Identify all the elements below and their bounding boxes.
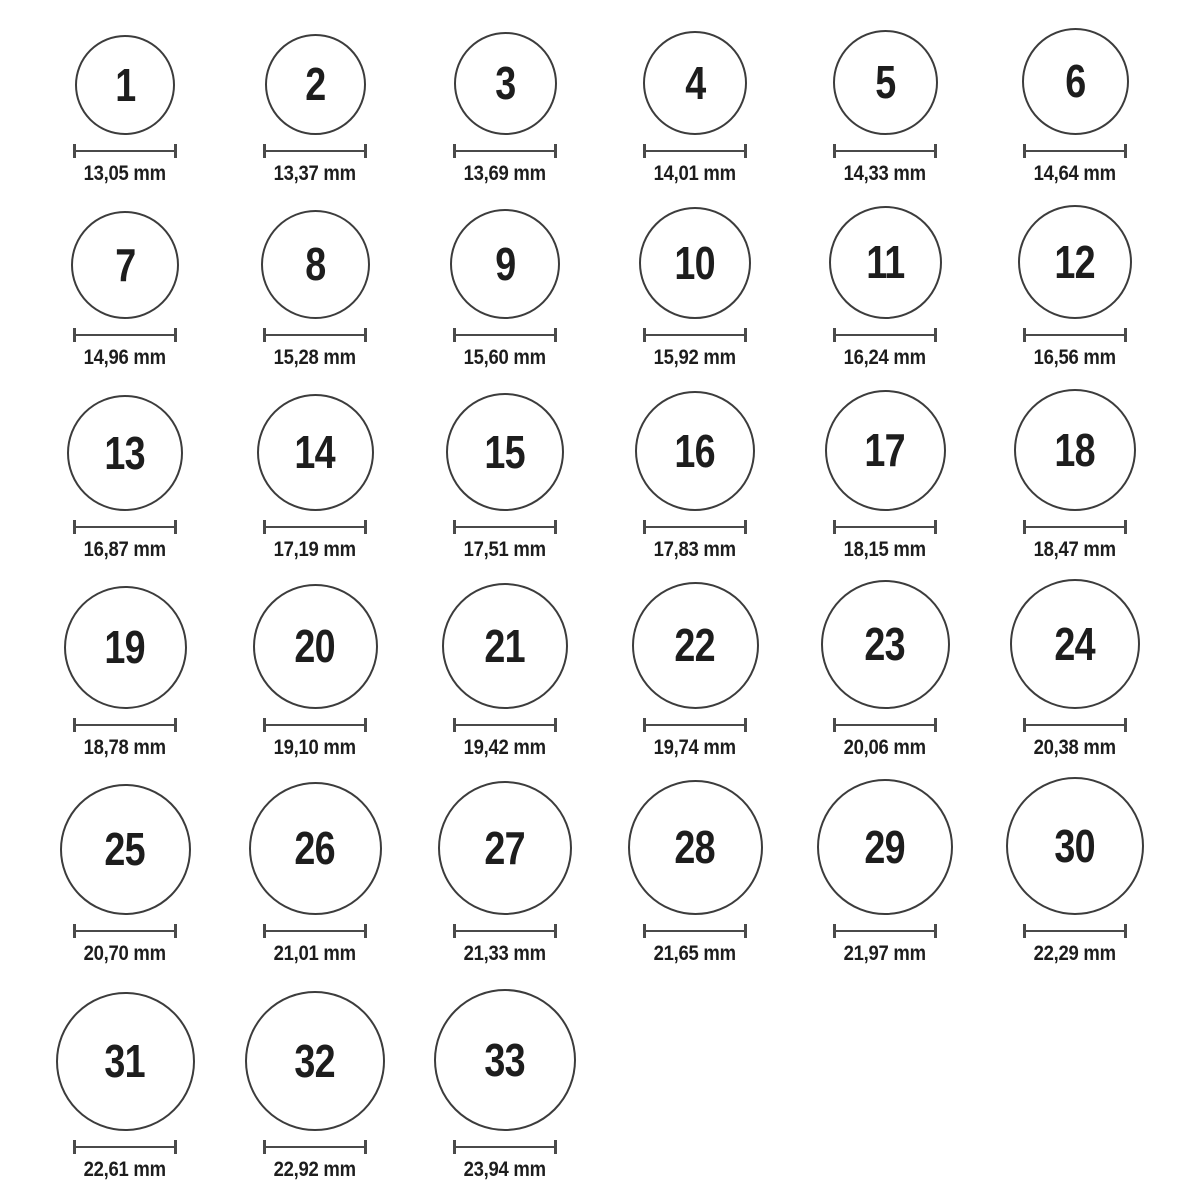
diameter-measure-line [643, 144, 747, 158]
diameter-measure-line [73, 718, 177, 732]
ring-diameter-label: 14,01 mm [653, 161, 737, 185]
ring-circle [829, 206, 942, 319]
ring-circle [1010, 579, 1140, 709]
ring-size-number: 28 [674, 821, 716, 874]
diameter-measure-line [263, 924, 367, 938]
ring-diameter-label: 17,51 mm [463, 537, 547, 561]
ring-diameter-label: 19,74 mm [653, 735, 737, 759]
ring-size-number: 19 [104, 621, 146, 674]
ring-size-number: 27 [484, 821, 526, 874]
ring-size-number: 26 [294, 822, 336, 875]
ring-diameter-label: 15,92 mm [653, 345, 737, 369]
ring-diameter-label: 13,05 mm [83, 161, 167, 185]
diameter-measure-line [453, 924, 557, 938]
ring-item [30, 376, 220, 568]
ring-row [30, 568, 1170, 766]
diameter-measure-line [833, 144, 937, 158]
ring-size-number: 29 [864, 820, 906, 873]
ring-item [600, 10, 790, 192]
diameter-measure-line [263, 520, 367, 534]
diameter-measure-line [643, 520, 747, 534]
ring-item [220, 10, 410, 192]
ring-diameter-label: 13,37 mm [273, 161, 357, 185]
ring-item [790, 568, 980, 766]
ring-diameter-label: 15,28 mm [273, 345, 357, 369]
ring-size-number: 31 [104, 1035, 146, 1088]
ring-circle [67, 395, 183, 511]
diameter-measure-line [73, 924, 177, 938]
diameter-measure-line [73, 520, 177, 534]
diameter-measure-line [643, 718, 747, 732]
ring-row [30, 376, 1170, 568]
ring-item [980, 376, 1170, 568]
diameter-measure-line [1023, 328, 1127, 342]
ring-size-number: 7 [114, 238, 136, 291]
ring-size-number: 11 [865, 236, 905, 289]
ring-size-number: 17 [864, 424, 906, 477]
ring-circle [628, 780, 763, 915]
ring-row [30, 10, 1170, 192]
ring-circle [643, 31, 747, 135]
ring-item [790, 10, 980, 192]
ring-diameter-label: 14,96 mm [83, 345, 167, 369]
ring-circle [257, 394, 374, 511]
ring-size-number: 14 [294, 426, 336, 479]
ring-circle [825, 390, 946, 511]
ring-diameter-label: 16,24 mm [843, 345, 927, 369]
ring-row [30, 766, 1170, 972]
ring-diameter-label: 20,06 mm [843, 735, 927, 759]
ring-size-number: 20 [294, 620, 336, 673]
ring-item [220, 568, 410, 766]
diameter-measure-line [73, 328, 177, 342]
diameter-measure-line [643, 924, 747, 938]
diameter-measure-line [1023, 520, 1127, 534]
ring-item [220, 766, 410, 972]
ring-item [410, 766, 600, 972]
ring-size-number: 2 [304, 58, 326, 111]
ring-diameter-label: 18,78 mm [83, 735, 167, 759]
ring-item [220, 972, 410, 1188]
diameter-measure-line [73, 144, 177, 158]
diameter-measure-line [1023, 718, 1127, 732]
ring-circle [249, 782, 382, 915]
ring-size-number: 6 [1064, 55, 1086, 108]
ring-circle [71, 211, 179, 319]
ring-circle [817, 779, 953, 915]
ring-item [600, 568, 790, 766]
ring-item [980, 10, 1170, 192]
ring-circle [833, 30, 938, 135]
diameter-measure-line [263, 144, 367, 158]
ring-size-number: 10 [674, 236, 716, 289]
ring-circle [639, 207, 751, 319]
ring-item [30, 10, 220, 192]
ring-item [600, 766, 790, 972]
ring-circle [265, 34, 366, 135]
ring-diameter-label: 21,33 mm [463, 941, 547, 965]
ring-item [790, 376, 980, 568]
ring-diameter-label: 17,19 mm [273, 537, 357, 561]
ring-circle [450, 209, 560, 319]
ring-item [790, 192, 980, 376]
diameter-measure-line [833, 520, 937, 534]
ring-diameter-label: 20,70 mm [83, 941, 167, 965]
ring-diameter-label: 22,92 mm [273, 1157, 357, 1181]
diameter-measure-line [73, 1140, 177, 1154]
diameter-measure-line [263, 328, 367, 342]
ring-item [410, 972, 600, 1188]
ring-size-number: 13 [104, 426, 146, 479]
ring-diameter-label: 23,94 mm [463, 1157, 547, 1181]
diameter-measure-line [453, 328, 557, 342]
ring-circle [1014, 389, 1136, 511]
ring-circle [442, 583, 568, 709]
ring-size-number: 25 [104, 823, 146, 876]
ring-circle [438, 781, 572, 915]
ring-size-number: 21 [484, 619, 526, 672]
ring-item [30, 192, 220, 376]
ring-diameter-label: 17,83 mm [653, 537, 737, 561]
ring-size-number: 3 [494, 57, 516, 110]
diameter-measure-line [263, 718, 367, 732]
ring-circle [454, 32, 557, 135]
ring-item [410, 10, 600, 192]
diameter-measure-line [643, 328, 747, 342]
ring-row [30, 192, 1170, 376]
diameter-measure-line [1023, 144, 1127, 158]
ring-size-number: 18 [1054, 423, 1096, 476]
diameter-measure-line [453, 718, 557, 732]
ring-circle [632, 582, 759, 709]
ring-diameter-label: 14,64 mm [1033, 161, 1117, 185]
ring-circle [253, 584, 378, 709]
ring-diameter-label: 14,33 mm [843, 161, 927, 185]
ring-item [410, 192, 600, 376]
ring-row [30, 972, 1170, 1188]
ring-size-number: 16 [674, 424, 716, 477]
ring-size-number: 1 [114, 58, 136, 111]
ring-diameter-label: 13,69 mm [463, 161, 547, 185]
ring-size-number: 15 [484, 425, 526, 478]
ring-circle [434, 989, 576, 1131]
diameter-measure-line [453, 144, 557, 158]
ring-size-number: 24 [1054, 617, 1096, 670]
ring-diameter-label: 18,15 mm [843, 537, 927, 561]
ring-diameter-label: 21,65 mm [653, 941, 737, 965]
ring-size-number: 4 [684, 56, 706, 109]
ring-item [600, 192, 790, 376]
ring-size-number: 8 [304, 238, 326, 291]
diameter-measure-line [833, 718, 937, 732]
ring-item [410, 568, 600, 766]
ring-item [980, 766, 1170, 972]
ring-diameter-label: 19,10 mm [273, 735, 357, 759]
ring-circle [64, 586, 187, 709]
ring-size-number: 22 [674, 619, 716, 672]
ring-item [600, 376, 790, 568]
ring-circle [1018, 205, 1132, 319]
ring-diameter-label: 21,97 mm [843, 941, 927, 965]
diameter-measure-line [833, 328, 937, 342]
ring-diameter-label: 22,61 mm [83, 1157, 167, 1181]
ring-circle [75, 35, 175, 135]
diameter-measure-line [833, 924, 937, 938]
ring-item [30, 766, 220, 972]
ring-size-number: 32 [294, 1034, 336, 1087]
ring-circle [60, 784, 191, 915]
ring-item [410, 376, 600, 568]
ring-circle [261, 210, 370, 319]
ring-circle [446, 393, 564, 511]
ring-size-number: 9 [494, 237, 516, 290]
ring-item [220, 376, 410, 568]
ring-diameter-label: 19,42 mm [463, 735, 547, 759]
ring-circle [245, 991, 385, 1131]
ring-circle [56, 992, 195, 1131]
ring-size-number: 23 [864, 618, 906, 671]
diameter-measure-line [1023, 924, 1127, 938]
diameter-measure-line [453, 520, 557, 534]
ring-diameter-label: 21,01 mm [273, 941, 357, 965]
ring-diameter-label: 15,60 mm [463, 345, 547, 369]
ring-item [30, 972, 220, 1188]
ring-item [980, 568, 1170, 766]
ring-size-number: 12 [1054, 235, 1096, 288]
ring-circle [1006, 777, 1144, 915]
ring-circle [635, 391, 755, 511]
ring-item [30, 568, 220, 766]
ring-size-number: 33 [484, 1033, 526, 1086]
ring-diameter-label: 16,56 mm [1033, 345, 1117, 369]
diameter-measure-line [453, 1140, 557, 1154]
ring-item [790, 766, 980, 972]
ring-item [980, 192, 1170, 376]
ring-diameter-label: 20,38 mm [1033, 735, 1117, 759]
ring-circle [821, 580, 950, 709]
ring-diameter-label: 18,47 mm [1033, 537, 1117, 561]
ring-circle [1022, 28, 1129, 135]
ring-item [220, 192, 410, 376]
ring-diameter-label: 16,87 mm [83, 537, 167, 561]
ring-size-number: 30 [1054, 819, 1096, 872]
ring-size-number: 5 [874, 56, 896, 109]
diameter-measure-line [263, 1140, 367, 1154]
ring-diameter-label: 22,29 mm [1033, 941, 1117, 965]
